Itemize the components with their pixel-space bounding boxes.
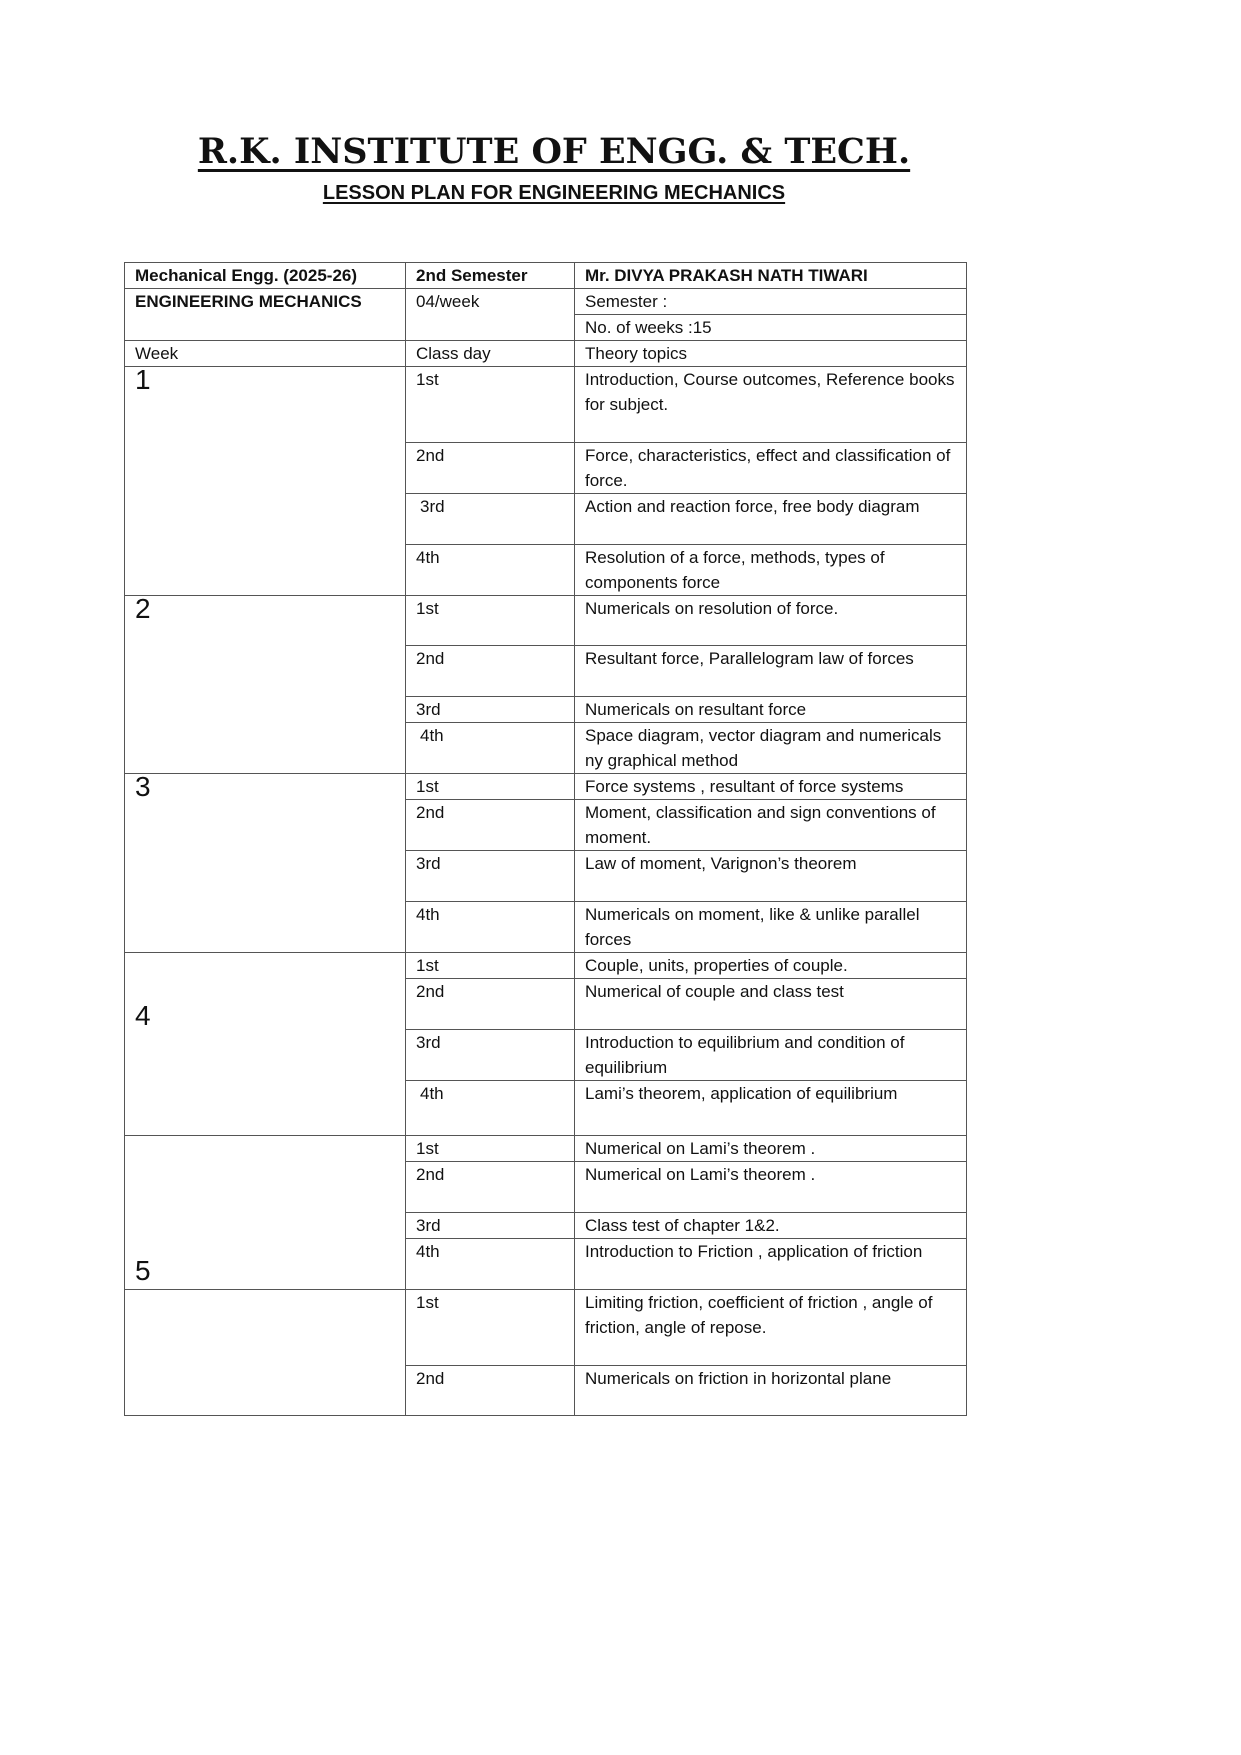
table-row — [125, 596, 967, 646]
topic-cell: Action and reaction force, free body diagram — [575, 494, 967, 545]
class-day-cell: 3rd — [406, 1213, 575, 1239]
week-number-cell: 1 — [125, 367, 406, 596]
topic-cell: Introduction to equilibrium and condition of equilibrium — [575, 1030, 967, 1081]
topic-cell: Force, characteristics, effect and classification of force. — [575, 443, 967, 494]
topic-cell: Space diagram, vector diagram and numericals ny graphical method — [575, 723, 967, 774]
class-day-cell: 2nd — [406, 646, 575, 697]
info-row — [125, 263, 967, 289]
topic-cell: Moment, classification and sign conventions of moment. — [575, 800, 967, 851]
class-day-cell: 3rd — [406, 697, 575, 723]
lesson-plan-subtitle — [0, 182, 1108, 205]
week-number-cell: 4 — [125, 953, 406, 1136]
teacher-cell: Mr. DIVYA PRAKASH NATH TIWARI — [575, 263, 967, 289]
topic-cell: Numerical on Lami’s theorem . — [575, 1136, 967, 1162]
frequency-cell: 04/week — [406, 289, 575, 341]
topic-cell: Numericals on friction in horizontal plane — [575, 1366, 967, 1416]
semester-label-cell: Semester : — [575, 289, 967, 315]
class-day-cell: 1st — [406, 774, 575, 800]
topic-cell: Introduction, Course outcomes, Reference books for subject. — [575, 367, 967, 443]
weeks-label-cell: No. of weeks :15 — [575, 315, 967, 341]
topic-cell: Numericals on moment, like & unlike parallel forces — [575, 902, 967, 953]
topic-cell: Numericals on resolution of force. — [575, 596, 967, 646]
class-day-cell: 2nd — [406, 979, 575, 1030]
class-day-header: Class day — [406, 341, 575, 367]
week-number-cell: 2 — [125, 596, 406, 774]
subject-row — [125, 289, 967, 315]
topic-cell: Numerical on Lami’s theorem . — [575, 1162, 967, 1213]
topic-cell: Numerical of couple and class test — [575, 979, 967, 1030]
table-row — [125, 1136, 967, 1162]
institute-title — [0, 131, 1108, 172]
class-day-cell: 4th — [406, 545, 575, 596]
class-day-cell: 2nd — [406, 1162, 575, 1213]
topic-cell: Resolution of a force, methods, types of components force — [575, 545, 967, 596]
class-day-cell: 1st — [406, 367, 575, 443]
class-day-cell: 4th — [406, 1239, 575, 1290]
class-day-cell: 4th — [406, 723, 575, 774]
semester-cell: 2nd Semester — [406, 263, 575, 289]
table-row — [125, 953, 967, 979]
topic-cell: Class test of chapter 1&2. — [575, 1213, 967, 1239]
table-row — [125, 774, 967, 800]
topic-cell: Numericals on resultant force — [575, 697, 967, 723]
week-number-cell: 3 — [125, 774, 406, 953]
week-header: Week — [125, 341, 406, 367]
table-row — [125, 1290, 967, 1366]
class-day-cell: 1st — [406, 1290, 575, 1366]
class-day-cell: 3rd — [406, 851, 575, 902]
week-number-cell: 5 — [125, 1136, 406, 1290]
class-day-cell: 1st — [406, 953, 575, 979]
theory-topics-header: Theory topics — [575, 341, 967, 367]
topic-cell: Limiting friction, coefficient of friction , angle of friction, angle of repose. — [575, 1290, 967, 1366]
subject-cell: ENGINEERING MECHANICS — [125, 289, 406, 341]
class-day-cell: 2nd — [406, 800, 575, 851]
topic-cell: Law of moment, Varignon’s theorem — [575, 851, 967, 902]
institute-title-text: R.K. INSTITUTE OF ENGG. & TECH. — [197, 131, 911, 172]
lesson-plan-subtitle-text: LESSON PLAN FOR ENGINEERING MECHANICS — [322, 182, 786, 204]
week-number-cell — [125, 1290, 406, 1416]
topic-cell: Lami’s theorem, application of equilibrium — [575, 1081, 967, 1136]
topic-cell: Resultant force, Parallelogram law of forces — [575, 646, 967, 697]
class-day-cell: 1st — [406, 596, 575, 646]
topic-cell: Couple, units, properties of couple. — [575, 953, 967, 979]
class-day-cell: 3rd — [406, 494, 575, 545]
class-day-cell: 2nd — [406, 443, 575, 494]
class-day-cell: 1st — [406, 1136, 575, 1162]
class-day-cell: 4th — [406, 1081, 575, 1136]
lesson-plan-table — [124, 262, 967, 1416]
class-day-cell: 3rd — [406, 1030, 575, 1081]
topic-cell: Force systems , resultant of force systems — [575, 774, 967, 800]
department-cell: Mechanical Engg. (2025-26) — [125, 263, 406, 289]
class-day-cell: 2nd — [406, 1366, 575, 1416]
column-header-row — [125, 341, 967, 367]
class-day-cell: 4th — [406, 902, 575, 953]
topic-cell: Introduction to Friction , application of friction — [575, 1239, 967, 1290]
table-row — [125, 367, 967, 443]
